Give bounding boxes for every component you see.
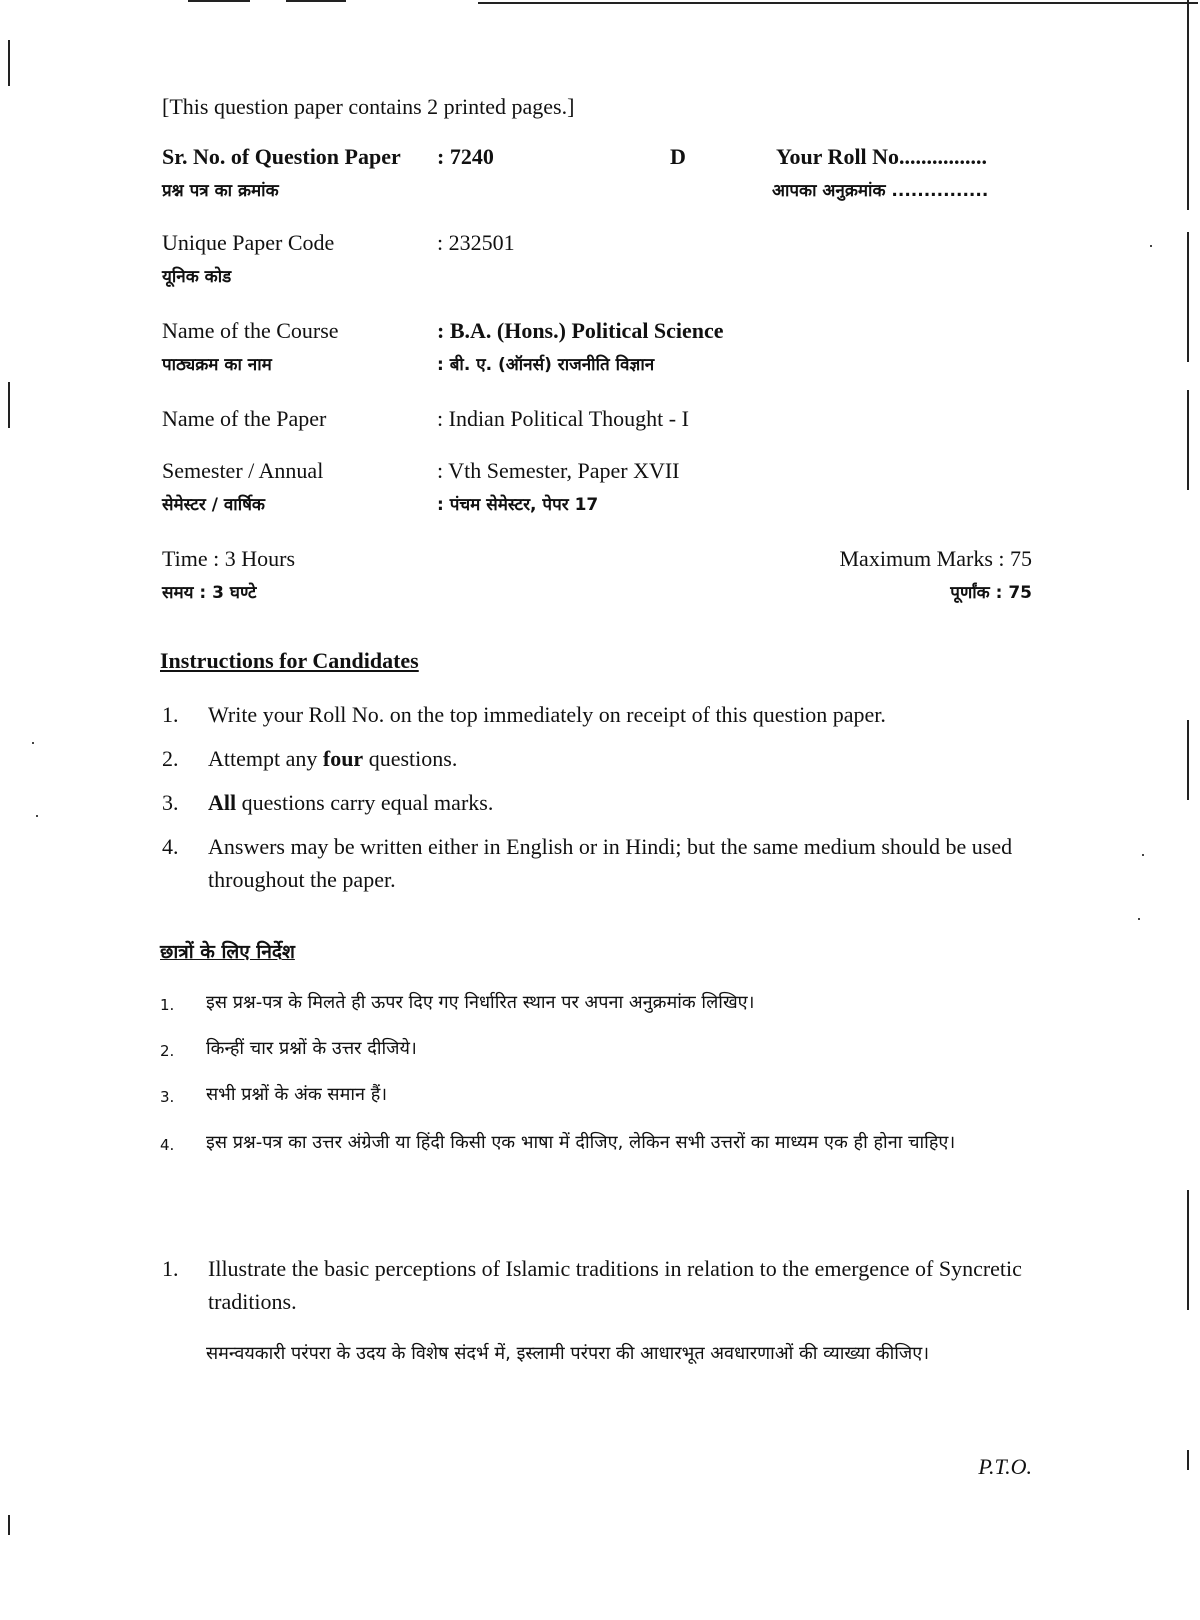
instruction-emphasis: All [208, 790, 237, 815]
scan-speck [36, 815, 38, 817]
semester-value: : Vth Semester, Paper XVII [437, 458, 680, 483]
paper-name-label: Name of the Paper [162, 406, 327, 431]
instruction-emphasis: four [322, 746, 364, 771]
instruction-text: Write your Roll No. on the top immediately on receipt of this question paper. [208, 702, 886, 727]
scan-line-right-4 [1187, 720, 1189, 800]
instruction-item [208, 830, 1028, 896]
scan-speck [32, 742, 34, 744]
scan-line-right-3 [1187, 390, 1189, 490]
instruction-text: questions carry equal marks. [236, 790, 494, 815]
scan-line-top-1 [188, 0, 250, 2]
time-label: Time : 3 Hours [162, 546, 296, 571]
pto-note: P.T.O. [978, 1454, 1032, 1479]
scan-line-right-2 [1187, 232, 1189, 362]
instruction-item-hindi: सभी प्रश्नों के अंक समान हैं। [206, 1084, 388, 1105]
instruction-item [208, 742, 1028, 775]
roll-no-label: Your Roll No................ [776, 144, 988, 169]
scan-line-right-1 [1187, 0, 1189, 210]
scan-line-top-2 [286, 0, 346, 2]
instruction-item-hindi: इस प्रश्न-पत्र के मिलते ही ऊपर दिए गए निर्धारित स्थान पर अपना अनुक्रमांक लिखिए। [206, 992, 755, 1013]
instruction-item [208, 786, 1028, 819]
question-text-hindi: समन्वयकारी परंपरा के उदय के विशेष संदर्भ में, इस्लामी परंपरा की आधारभूत अवधारणाओं की व्याख्या कीजिए। [206, 1343, 930, 1364]
sr-no-label: Sr. No. of Question Paper [162, 144, 401, 169]
max-marks-label-hindi: पूर्णांक : 75 [950, 583, 1032, 603]
scan-line-left-3 [8, 1515, 10, 1535]
page-count-note: [This question paper contains 2 printed pages.] [162, 94, 575, 119]
max-marks-label: Maximum Marks : 75 [839, 546, 1032, 571]
instructions-heading-hindi: छात्रों के लिए निर्देश [160, 941, 295, 963]
paper-name-value: : Indian Political Thought - I [437, 406, 689, 431]
scan-line-right-5 [1187, 1190, 1189, 1310]
instruction-text: questions. [363, 746, 458, 771]
scan-line-left-2 [8, 382, 10, 428]
question-text: Illustrate the basic perceptions of Islamic traditions in relation to the emergence of Syncretic traditions. [208, 1256, 1022, 1314]
semester-value-hindi: : पंचम सेमेस्टर, पेपर 17 [437, 495, 599, 515]
scan-speck [1142, 854, 1144, 856]
instruction-text: Answers may be written either in English or in Hindi; but the same medium should be used throughout the paper. [208, 834, 1013, 892]
time-label-hindi: समय : 3 घण्टे [162, 583, 257, 603]
sr-no-label-hindi: प्रश्न पत्र का क्रमांक [162, 181, 279, 201]
scan-speck [1138, 918, 1140, 920]
paper-set-code: D [670, 144, 686, 169]
unique-code-value: : 232501 [437, 230, 515, 255]
instruction-item-hindi: इस प्रश्न-पत्र का उत्तर अंग्रेजी या हिंदी किसी एक भाषा में दीजिए, लेकिन सभी उत्तरों का माध्यम एक ही होना चाहिए। [206, 1132, 956, 1153]
instruction-text: Attempt any [208, 746, 323, 771]
instruction-number-hindi: 2. [160, 1042, 175, 1060]
instruction-item-hindi: किन्हीं चार प्रश्नों के उत्तर दीजिये। [206, 1038, 417, 1059]
scan-line-right-6 [1187, 1450, 1189, 1470]
question-number: 1. [162, 1256, 179, 1281]
instruction-number: 1. [162, 702, 179, 727]
roll-no-label-hindi: आपका अनुक्रमांक ............... [772, 181, 989, 201]
course-label: Name of the Course [162, 318, 339, 343]
instructions-heading: Instructions for Candidates [160, 648, 419, 673]
semester-label: Semester / Annual [162, 458, 324, 483]
instruction-number-hindi: 4. [160, 1136, 175, 1154]
scan-line-left-1 [8, 40, 10, 86]
course-value: : B.A. (Hons.) Political Science [437, 318, 724, 343]
course-value-hindi: : बी. ए. (ऑनर्स) राजनीति विज्ञान [437, 355, 655, 375]
instruction-number: 2. [162, 746, 179, 771]
course-label-hindi: पाठ्यक्रम का नाम [162, 355, 272, 375]
instruction-item [208, 698, 1048, 731]
semester-label-hindi: सेमेस्टर / वार्षिक [162, 495, 265, 515]
instruction-number-hindi: 3. [160, 1088, 175, 1106]
unique-code-label-hindi: यूनिक कोड [162, 267, 232, 287]
unique-code-label: Unique Paper Code [162, 230, 335, 255]
scan-speck [1150, 245, 1152, 247]
sr-no-value: : 7240 [437, 144, 494, 169]
instruction-number: 3. [162, 790, 179, 815]
instruction-number: 4. [162, 834, 179, 859]
scan-line-top-3 [478, 2, 1198, 4]
instruction-number-hindi: 1. [160, 996, 175, 1014]
